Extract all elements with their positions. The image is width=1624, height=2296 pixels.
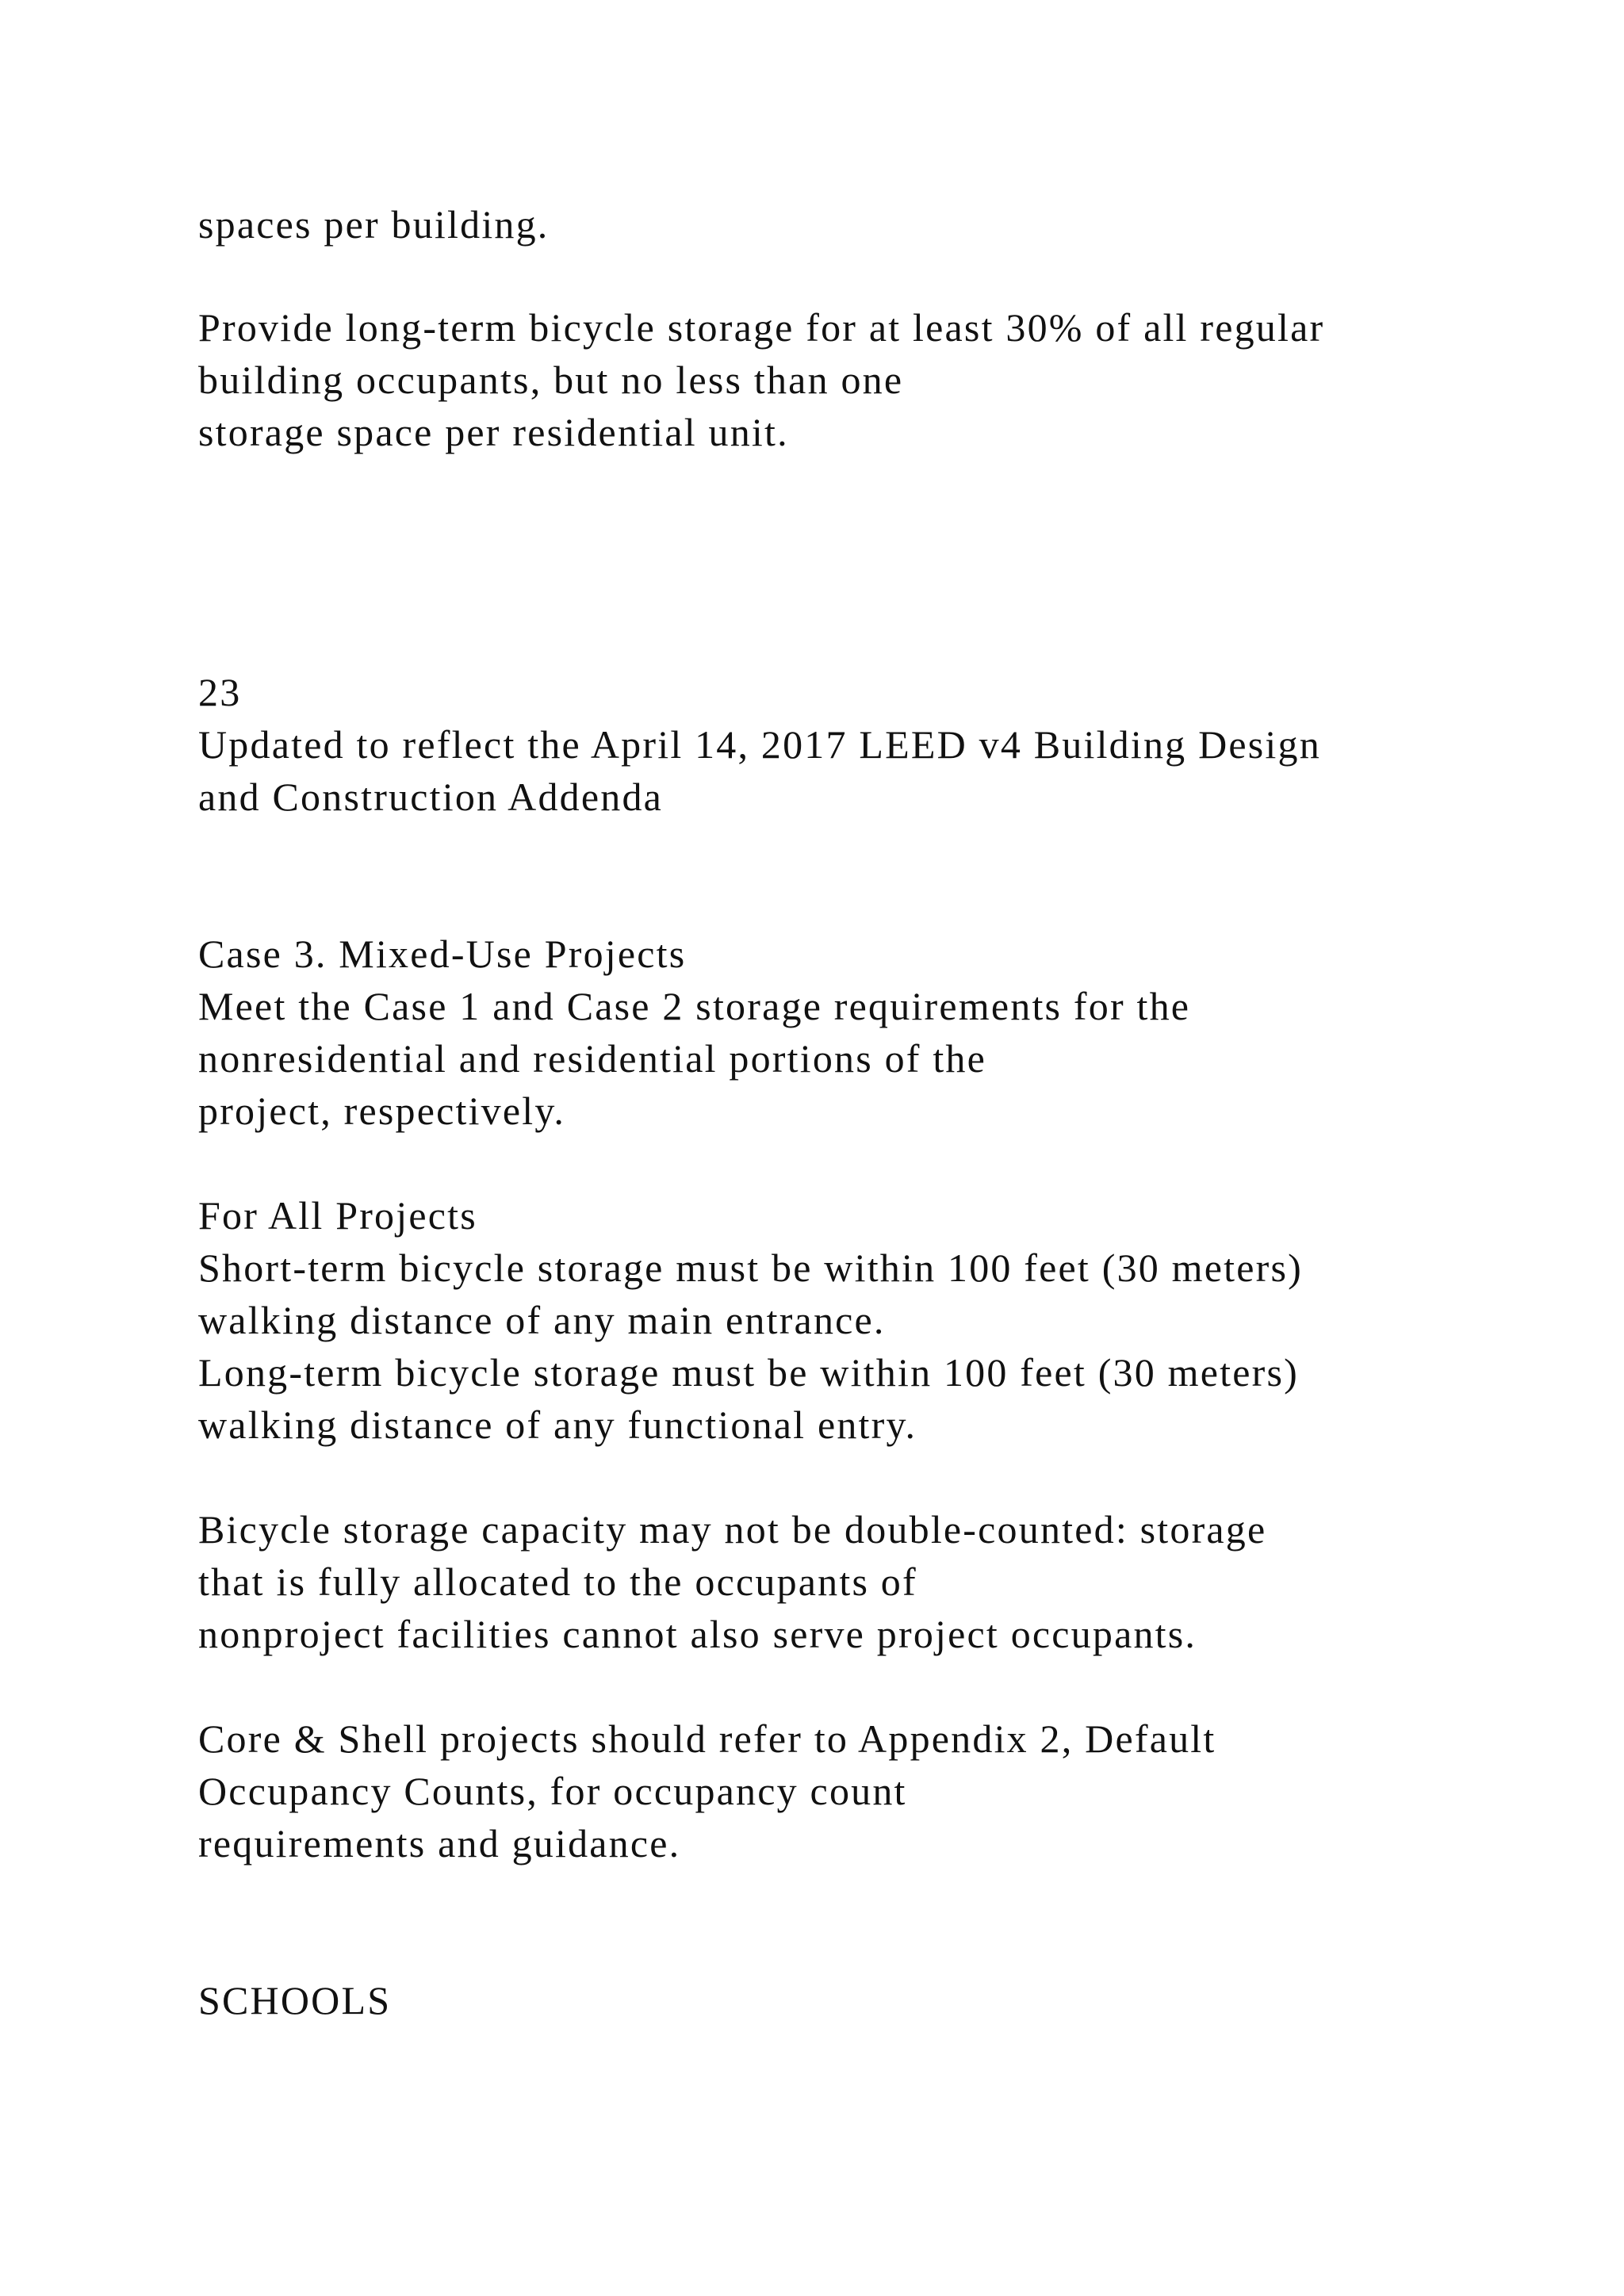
text-line: storage space per residential unit. <box>198 410 789 454</box>
text-line: walking distance of any main entrance. <box>198 1298 886 1342</box>
text-line: that is fully allocated to the occupants of <box>198 1559 917 1604</box>
text-line: Meet the Case 1 and Case 2 storage requirements for the <box>198 984 1191 1028</box>
text-line: nonproject facilities cannot also serve project occupants. <box>198 1612 1197 1656</box>
text-line: Bicycle storage capacity may not be double-counted: storage <box>198 1507 1267 1552</box>
text-line: Core & Shell projects should refer to Appendix 2, Default <box>198 1716 1216 1761</box>
text-line: requirements and guidance. <box>198 1821 681 1866</box>
page-number: 23 <box>198 670 242 714</box>
text-line: project, respectively. <box>198 1089 566 1133</box>
text-line: walking distance of any functional entry. <box>198 1402 917 1447</box>
text-line: Long-term bicycle storage must be within 100 feet (30 meters) <box>198 1350 1299 1395</box>
text-line: Occupancy Counts, for occupancy count <box>198 1769 907 1813</box>
footnote-line: and Construction Addenda <box>198 775 664 819</box>
section-heading: SCHOOLS <box>198 1978 392 2022</box>
text-line: spaces per building. <box>198 202 550 247</box>
text-line: Provide long-term bicycle storage for at least 30% of all regular <box>198 305 1325 350</box>
text-line: Short-term bicycle storage must be within 100 feet (30 meters) <box>198 1246 1303 1290</box>
text-line: building occupants, but no less than one <box>198 358 904 402</box>
section-heading: For All Projects <box>198 1193 477 1238</box>
text-line: nonresidential and residential portions of the <box>198 1036 987 1081</box>
section-heading: Case 3. Mixed-Use Projects <box>198 932 687 976</box>
footnote-line: Updated to reflect the April 14, 2017 LEED v4 Building Design <box>198 722 1321 767</box>
